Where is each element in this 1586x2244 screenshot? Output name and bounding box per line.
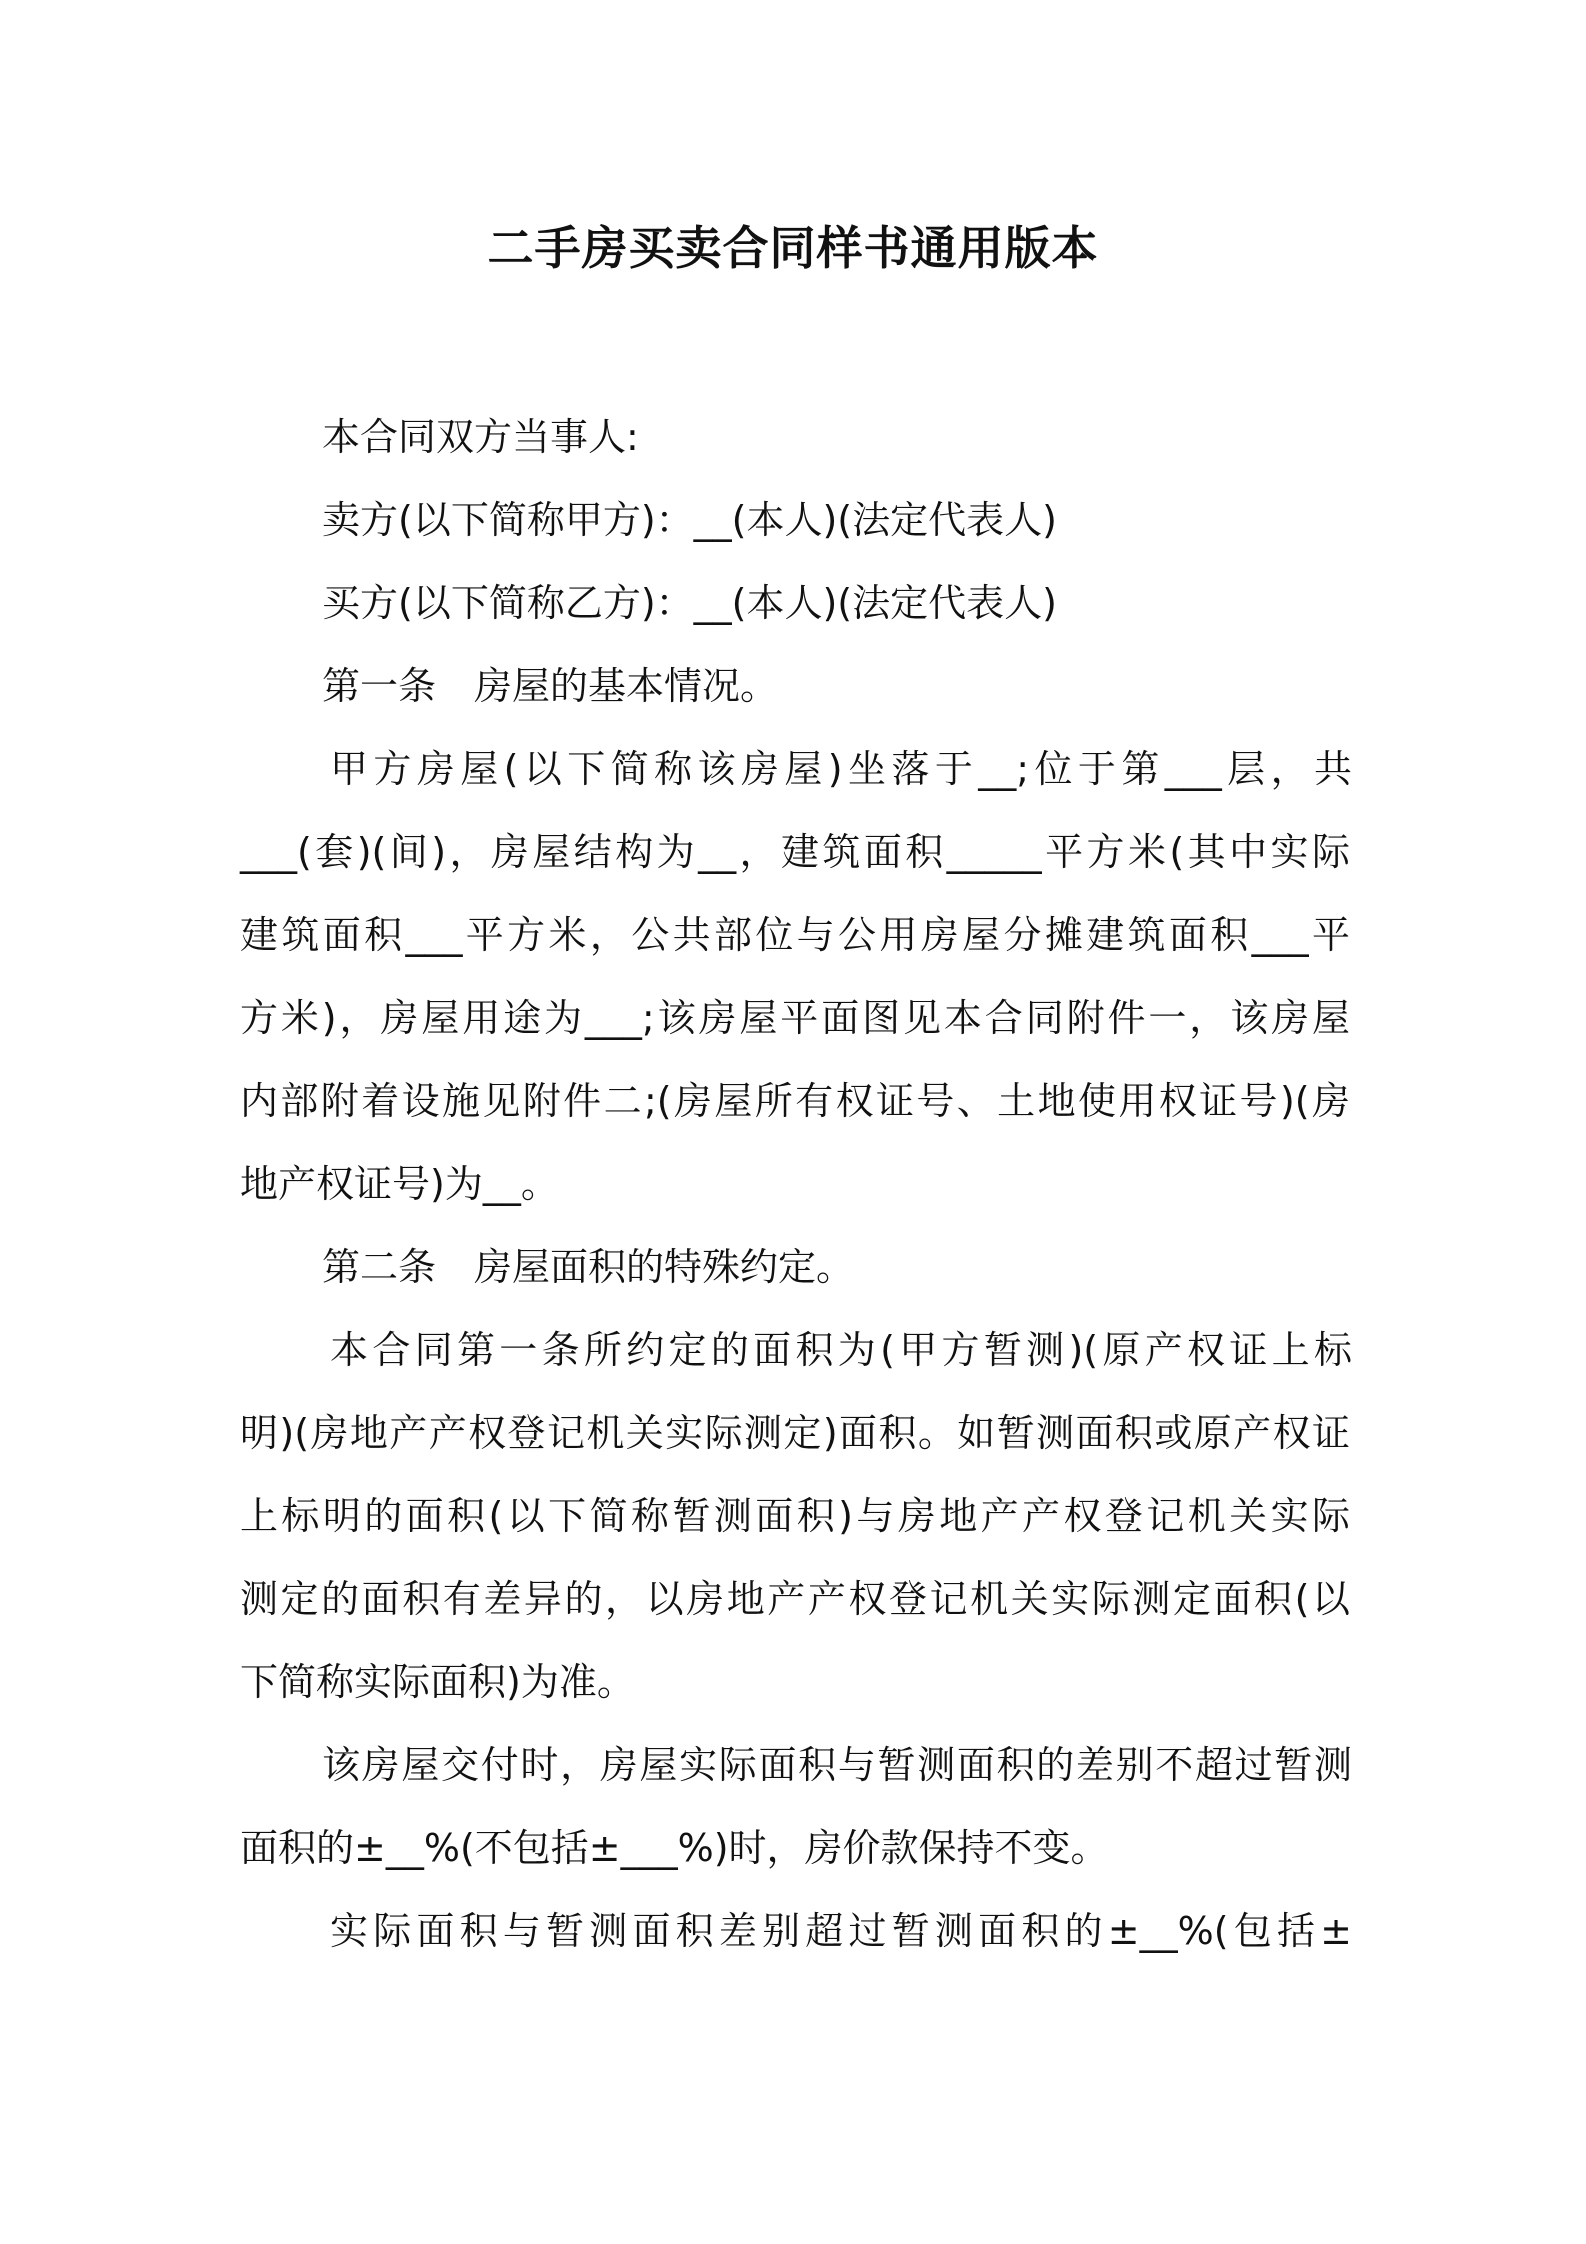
paragraph-line: 测定的面积有差异的，以房地产产权登记机关实际测定面积(以 — [240, 1577, 1350, 1621]
article-2-heading: 第二条 房屋面积的特殊约定。 — [322, 1245, 855, 1289]
paragraph-line: 内部附着设施见附件二;(房屋所有权证号、土地使用权证号)(房 — [240, 1079, 1350, 1123]
paragraph-line: 甲方房屋(以下简称该房屋)坐落于__;位于第___层，共 — [330, 747, 1352, 791]
paragraph-line: 地产权证号)为__。 — [240, 1162, 559, 1206]
paragraph-line: 建筑面积___平方米，公共部位与公用房屋分摊建筑面积___平 — [240, 913, 1350, 957]
paragraph-line: 本合同第一条所约定的面积为(甲方暂测)(原产权证上标 — [330, 1328, 1352, 1372]
paragraph-line: ___(套)(间)，房屋结构为__，建筑面积_____平方米(其中实际 — [240, 830, 1350, 874]
seller-line: 卖方(以下简称甲方)：__(本人)(法定代表人) — [322, 498, 1057, 542]
paragraph-line: 明)(房地产产权登记机关实际测定)面积。如暂测面积或原产权证 — [240, 1411, 1350, 1455]
paragraph-line: 面积的±__%(不包括±___%)时，房价款保持不变。 — [240, 1826, 1109, 1870]
paragraph-line: 该房屋交付时，房屋实际面积与暂测面积的差别不超过暂测 — [322, 1743, 1352, 1787]
paragraph-line: 实际面积与暂测面积差别超过暂测面积的±__%(包括± — [330, 1909, 1352, 1953]
paragraph-line: 方米)，房屋用途为___;该房屋平面图见本合同附件一，该房屋 — [240, 996, 1350, 1040]
paragraph-line: 下简称实际面积)为准。 — [240, 1660, 635, 1704]
paragraph-line: 上标明的面积(以下简称暂测面积)与房地产产权登记机关实际 — [240, 1494, 1350, 1538]
buyer-line: 买方(以下简称乙方)：__(本人)(法定代表人) — [322, 581, 1057, 625]
parties-heading: 本合同双方当事人: — [322, 415, 639, 459]
document-title: 二手房买卖合同样书通用版本 — [487, 221, 1099, 275]
article-1-heading: 第一条 房屋的基本情况。 — [322, 664, 779, 708]
